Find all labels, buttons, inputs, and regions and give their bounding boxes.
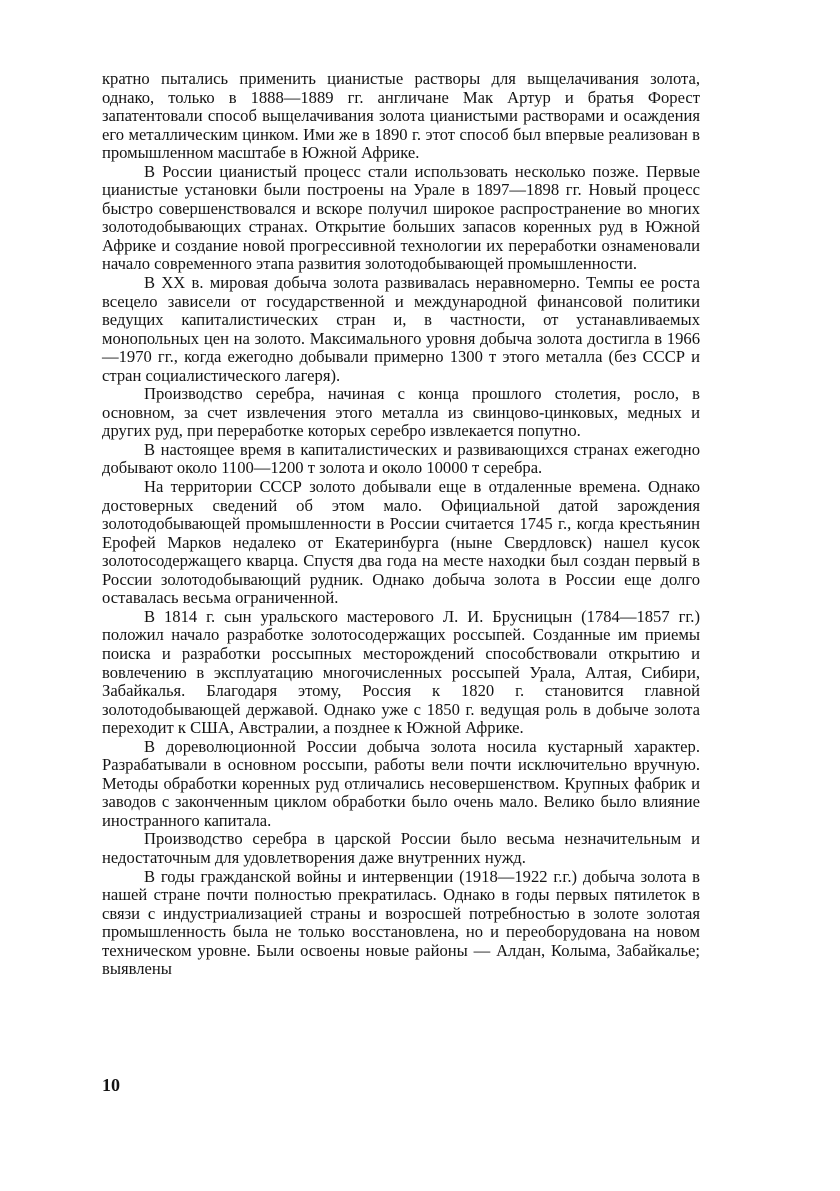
paragraph: Производство серебра в царской России было весьма незначительным и недостаточным для удовлетворения даже внутренних нужд. [102, 829, 700, 867]
paragraph: На территории СССР золото добывали еще в отдаленные времена. Однако достоверных сведений об этом мало. Официальной датой зарождения золотодобывающей промышленности в России считается 1745 г., когда крестьянин Ерофей Марков недалеко от Екатеринбурга (ныне Свердловск) нашел кусок золотосодержащего кварца. Спустя два года на месте находки был создан первый в России золотодобывающий рудник. Однако добыча золота в России еще долго оставалась весьма ограниченной. [102, 477, 700, 608]
paragraph: В 1814 г. сын уральского мастерового Л. И. Брусницын (1784—1857 гг.) положил начало разработке золотосодержащих россыпей. Созданные им приемы поиска и разработки россыпных месторождений способствовали открытию и вовлечению в эксплуатацию многочисленных россыпей Урала, Алтая, Сибири, Забайкалья. Благодаря этому, Россия к 1820 г. становится главной золотодобывающей державой. Однако уже с 1850 г. ведущая роль в добыче золота переходит к США, Австралии, а позднее к Южной Африке. [102, 606, 700, 738]
paragraph: В настоящее время в капиталистических и развивающихся странах ежегодно добывают около 1100—1200 т золота и около 10000 т серебра. [102, 439, 700, 478]
page-number: 10 [102, 1075, 120, 1095]
paragraph: В России цианистый процесс стали использовать несколько позже. Первые цианистые установки были построены на Урале в 1897—1898 гг. Новый процесс быстро совершенствовался и вскоре получил широкое распространение во многих золотодобывающих странах. Открытие больших запасов коренных руд в Южной Африке и создание новой прогрессивной технологии их переработки ознаменовали начало современного этапа развития золотодобывающей промышленности. [102, 161, 700, 274]
paragraph: кратно пытались применить цианистые растворы для выщелачивания золота, однако, только в 1888—1889 гг. англичане Мак Артур и братья Форест запатентовали способ выщелачивания золота цианистыми растворами и осаждения его металлическим цинком. Ими же в 1890 г. этот способ был впервые реализован в промышленном масштабе в Южной Африке. [102, 69, 700, 163]
paragraph: Производство серебра, начиная с конца прошлого столетия, росло, в основном, за счет извлечения этого металла из свинцово-цинковых, медных и других руд, при переработке которых серебро извлекается попутно. [102, 384, 700, 441]
paragraph: В дореволюционной России добыча золота носила кустарный характер. Разрабатывали в основном россыпи, работы вели почти исключительно вручную. Методы обработки коренных руд отличались несовершенством. Крупных фабрик и заводов с законченным циклом обработки было очень мало. Велико было влияние иностранного капитала. [102, 736, 700, 830]
body-text [102, 70, 700, 979]
paragraph: В XX в. мировая добыча золота развивалась неравномерно. Темпы ее роста всецело зависели от государственной и международной финансовой политики ведущих капиталистических стран и, в частности, от устанавливаемых монопольных цен на золото. Максимального уровня добыча золота достигла в 1966—1970 гг., когда ежегодно добывали примерно 1300 т этого металла (без СССР и стран социалистического лагеря). [102, 273, 700, 385]
paragraph: В годы гражданской войны и интервенции (1918—1922 г.г.) добыча золота в нашей стране почти полностью прекратилась. Однако в годы первых пятилеток в связи с индустриализацией страны и возросшей потребностью в золоте золотая промышленность была не только восстановлена, но и переоборудована на новом техническом уровне. Были освоены новые районы — Алдан, Колыма, Забайкалье; выявлены [102, 866, 700, 979]
